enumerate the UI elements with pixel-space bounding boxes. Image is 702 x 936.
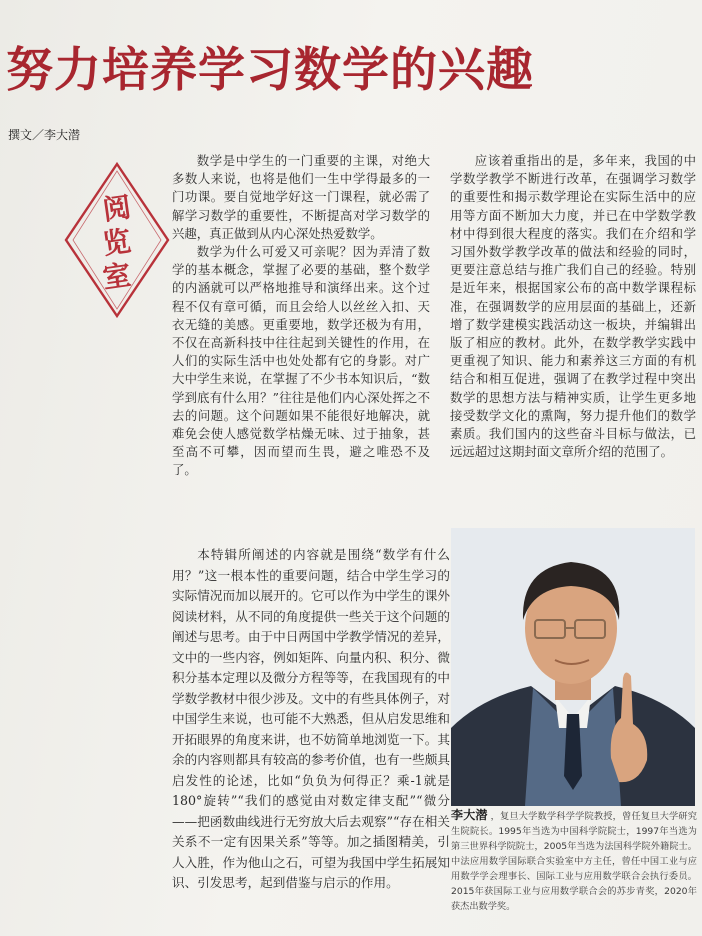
portrait-illustration — [451, 528, 695, 806]
author-caption — [451, 808, 697, 914]
article-title: 努力培养学习数学的兴趣 — [6, 43, 534, 98]
byline-label: 撰文／ — [8, 128, 45, 142]
byline — [8, 126, 80, 143]
author-portrait — [451, 528, 695, 806]
byline-author: 李大潜 — [44, 128, 81, 142]
caption-text: ，复旦大学数学科学学院教授，曾任复旦大学研究生院院长。1995年当选为中国科学院院士，1997年当选为第三世界科学院院士，2005年当选为法国科学院外籍院士。中法应用数学国际联合实验室中方主任，曾任中国工业与应用数学学会理事长、国际工业与应用数学联合会执行委员。2015年获国际工业与应用数学联合会的苏步青奖，2020年获杰出数学奖。 — [451, 811, 697, 912]
paragraph-why-math: 数学为什么可爱又可亲呢？因为弄清了数学的基本概念，掌握了必要的基础，整个数学的内涵就可以严格地推导和演绎出来。这个过程不仅有章可循，而且会给人以丝丝入扣、天衣无缝的美感。更重要地，数学还极为有用，不仅在高新科技中往往起到关键性的作用，在人们的实际生活中也处处都有它的身影。对广大中学生来说，在掌握了不少书本知识后，“数学到底有什么用？”往往是他们内心深处挥之不去的问题。这个问题如果不能很好地解决，就难免会使人感觉数学枯燥无味、过于抽象，甚至高不可攀，因而望而生畏，避之唯恐不及了。 — [172, 244, 430, 478]
portrait-tie — [564, 714, 582, 790]
left-lower-column — [172, 545, 450, 894]
paragraph-intro: 数学是中学生的一门重要的主课，对绝大多数人来说，也将是他们一生中学得最多的一门功课。要自觉地学好这一门课程，就必需了解学习数学的重要性，不断提高对学习数学的兴趣，真正做到从内心深处热爱数学。 — [172, 153, 430, 241]
reading-room-stamp — [62, 160, 172, 320]
right-column — [450, 152, 696, 461]
left-column — [172, 152, 430, 480]
stamp-char-1: 阅 — [100, 190, 133, 227]
stamp-char-2: 览 — [100, 224, 133, 261]
caption-name: 李大潜 — [451, 808, 488, 822]
paragraph-special-issue: 本特辑所阐述的内容就是围绕“数学有什么用？”这一根本性的重要问题，结合中学生学习的实际情况而加以展开的。它可以作为中学生的课外阅读材料，从不同的角度提供一些关于这个问题的阐述与思考。由于中日两国中学教学情况的差异，文中的一些内容，例如矩阵、向量内积、积分、微积分基本定理以及微分方程等等，在我国现有的中学数学教材中很少涉及。文中的有些具体例子，对中国学生来说，也可能不大熟悉，但从启发思维和开拓眼界的角度来讲，也不妨简单地浏览一下。其余的内容则都具有较高的参考价值，也有一些颇具启发性的论述，比如“负负为何得正？乘-1就是180°旋转”“我们的感觉由对数定律支配”“微分——把函数曲线进行无穷放大后去观察”“存在相关关系不一定有因果关系”等等。加之插图精美，引人入胜，作为他山之石，可望为我国中学生拓展知识、引发思考，起到借鉴与启示的作用。 — [172, 547, 450, 890]
stamp-char-3: 室 — [100, 258, 133, 295]
paragraph-reform: 应该着重指出的是，多年来，我国的中学数学教学不断进行改革，在强调学习数学的重要性和揭示数学理论在实际生活中的应用等方面不断加大力度，并已在中学数学教材中得到很大程度的落实。我们在介绍和学习国外数学教学改革的做法和经验的同时，更要注意总结与推广我们自己的经验。特别是近年来，根据国家公布的高中数学课程标准，在强调数学的应用层面的基础上，还新增了数学建模实践活动这一板块，并编辑出版了相应的教材。此外，在数学教学实践中更重视了知识、能力和素养这三方面的有机结合和相互促进，强调了在教学过程中突出数学的思想方法与精神实质，让学生更多地接受数学文化的熏陶，努力提升他们的数学素质。我们国内的这些奋斗目标与做法，已远远超过这期封面文章所介绍的范围了。 — [450, 153, 696, 460]
